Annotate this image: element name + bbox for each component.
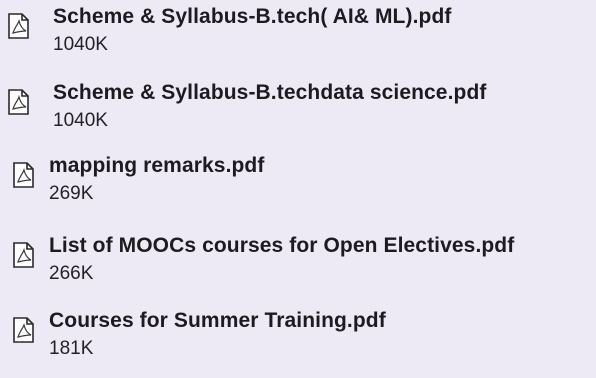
pdf-file-icon[interactable]	[10, 161, 36, 189]
file-size: 266K	[49, 263, 94, 284]
file-size: 1040K	[53, 110, 108, 131]
file-link[interactable]: mapping remarks.pdf	[49, 154, 265, 177]
pdf-file-icon[interactable]	[5, 12, 31, 40]
file-list-item	[0, 233, 596, 303]
file-size: 181K	[49, 338, 94, 359]
file-list-item	[0, 80, 596, 150]
pdf-file-icon[interactable]	[10, 316, 36, 344]
file-link[interactable]: Scheme & Syllabus-B.tech( AI& ML).pdf	[53, 5, 452, 28]
file-list-item	[0, 153, 596, 223]
pdf-file-icon[interactable]	[5, 88, 31, 116]
file-link[interactable]: Courses for Summer Training.pdf	[49, 309, 386, 332]
file-size: 1040K	[53, 34, 108, 55]
file-list-item	[0, 4, 596, 74]
file-size: 269K	[49, 183, 94, 204]
file-list-item	[0, 308, 596, 378]
pdf-file-icon[interactable]	[10, 241, 36, 269]
file-link[interactable]: List of MOOCs courses for Open Electives.pdf	[49, 234, 515, 257]
file-link[interactable]: Scheme & Syllabus-B.techdata science.pdf	[53, 81, 487, 104]
